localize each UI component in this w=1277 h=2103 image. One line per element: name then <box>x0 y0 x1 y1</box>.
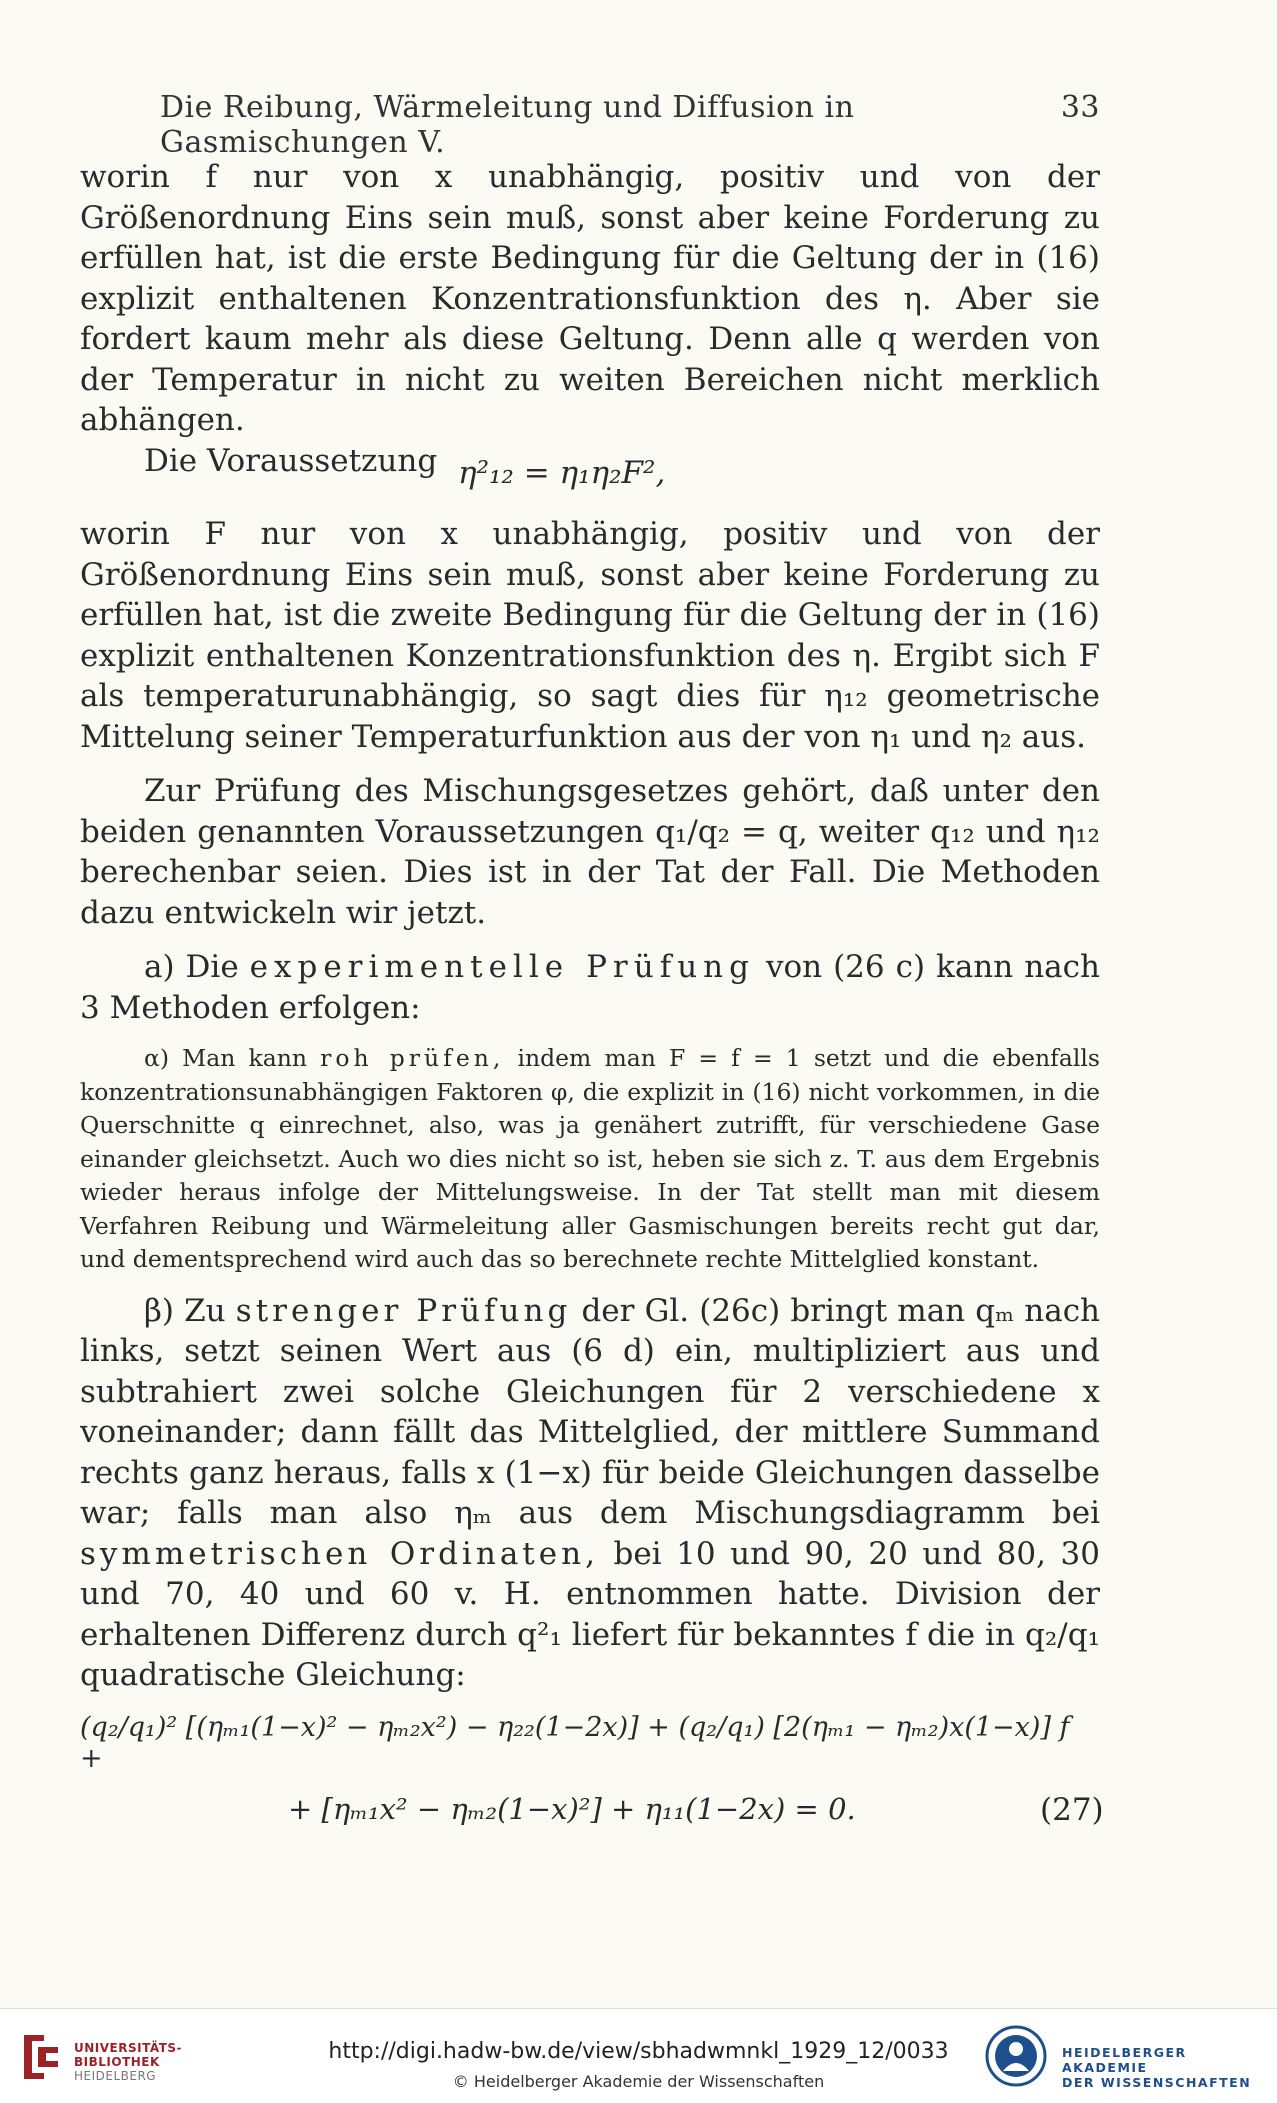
p6-emphasis: roh prüfen, <box>320 1044 505 1072</box>
body-text <box>80 157 1100 481</box>
body-text-2 <box>80 514 1100 1696</box>
academy-seal-icon <box>985 2025 1047 2087</box>
paragraph-5 <box>80 947 1100 1028</box>
p7-emphasis-1: strenger Prüfung <box>235 1292 572 1329</box>
paragraph-1: worin f nur von x unabhängig, positiv und von der Größenordnung Eins sein muß, sonst aber keine Forderung zu erfüllen hat, ist die erste Bedingung für die Geltung der in (16) explizit enthaltenen Konzentrationsfunktion des η. Aber sie fordert kaum mehr als diese Geltung. Denn alle q werden von der Temperatur in nicht zu weiten Bereichen nicht merklich abhängen. <box>80 159 1100 438</box>
source-url-link[interactable]: http://digi.hadw-bw.de/view/sbhadwmnkl_1929_12/0033 <box>328 2039 949 2064</box>
paragraph-2: Die Voraussetzung <box>144 442 438 479</box>
p7-middle: der Gl. (26c) bringt man qₘ nach links, setzt seinen Wert aus (6 d) ein, multipliziert aus und subtrahiert zwei solche Gleichungen für 2 verschiedene x voneinander; dann fällt das Mittelglied, der mittlere Summand rechts ganz heraus, falls x (1−x) für beide Gleichungen dasselbe war; falls man also ηₘ aus dem Mischungsdiagramm bei <box>80 1292 1101 1531</box>
equation-1: η²₁₂ = η₁η₂F², <box>458 455 666 491</box>
equation-27-line-2: + [ηₘ₁x² − ηₘ₂(1−x)²] + η₁₁(1−2x) = 0. <box>288 1792 856 1826</box>
running-header <box>160 90 1100 160</box>
paragraph-4: Zur Prüfung des Mischungsgesetzes gehört, daß unter den beiden genannten Voraussetzungen q₁/q₂ = q, weiter q₁₂ und η₁₂ berechenbar seien. Dies ist in der Tat der Fall. Die Methoden dazu entwickeln wir jetzt. <box>80 773 1100 931</box>
p5-rest: von (26 c) kann nach 3 Methoden erfolgen: <box>80 949 1100 1026</box>
page-number: 33 <box>1060 90 1100 125</box>
p6-lead: α) Man kann <box>144 1044 307 1072</box>
paragraph-6 <box>80 1042 1100 1277</box>
p7-lead: β) Zu <box>144 1292 226 1329</box>
equation-number: (27) <box>1040 1792 1104 1828</box>
p5-emphasis: experimentelle Prüfung <box>249 949 755 985</box>
p7-emphasis-2: symmetrischen Ordinaten, <box>80 1535 599 1572</box>
paragraph-7 <box>80 1291 1100 1696</box>
p6-rest: indem man F = f = 1 setzt und die ebenfalls konzentrationsunabhängigen Faktoren φ, die explizit in (16) nicht vorkommen, in die Querschnitte q einrechnet, also, was ja genähert zutrifft, für verschiedene Gase einander gleichsetzt. Auch wo dies nicht so ist, heben sie sich z. T. aus dem Ergebnis wieder heraus infolge der Mittelungsweise. In der Tat stellt man mit diesem Verfahren Reibung und Wärmeleitung aller Gasmischungen bereits recht gut dar, und dementsprechend wird auch das so berechnete rechte Mittelglied konstant. <box>80 1044 1100 1273</box>
library-name: UNIVERSITÄTS- BIBLIOTHEK HEIDELBERG <box>74 2041 183 2083</box>
copyright-notice: © Heidelberger Akademie der Wissenschaften <box>452 2072 825 2091</box>
p5-lead: a) Die <box>144 949 239 985</box>
academy-name: HEIDELBERGER AKADEMIE DER WISSENSCHAFTEN <box>1062 2045 1252 2090</box>
header-title: Die Reibung, Wärmeleitung und Diffusion in Gasmischungen V. <box>160 90 855 160</box>
p7-rest: bei 10 und 90, 20 und 80, 30 und 70, 40 und 60 v. H. entnommen hatte. Division der erhaltenen Differenz durch q²₁ liefert für bekanntes f die in q₂/q₁ quadratische Gleichung: <box>80 1535 1100 1693</box>
footer-bar <box>0 2008 1277 2103</box>
equation-27-line-1: (q₂/q₁)² [(ηₘ₁(1−x)² − ηₘ₂x²) − η₂₂(1−2x)] + (q₂/q₁) [2(ηₘ₁ − ηₘ₂)x(1−x)] f + <box>80 1712 1070 1774</box>
paragraph-3: worin F nur von x unabhängig, positiv und von der Größenordnung Eins sein muß, sonst aber keine Forderung zu erfüllen hat, ist die zweite Bedingung für die Geltung der in (16) explizit enthaltenen Konzentrationsfunktion des η. Ergibt sich F als temperaturunabhängig, so sagt dies für η₁₂ geometrische Mittelung seiner Temperaturfunktion aus der von η₁ und η₂ aus. <box>80 516 1100 755</box>
